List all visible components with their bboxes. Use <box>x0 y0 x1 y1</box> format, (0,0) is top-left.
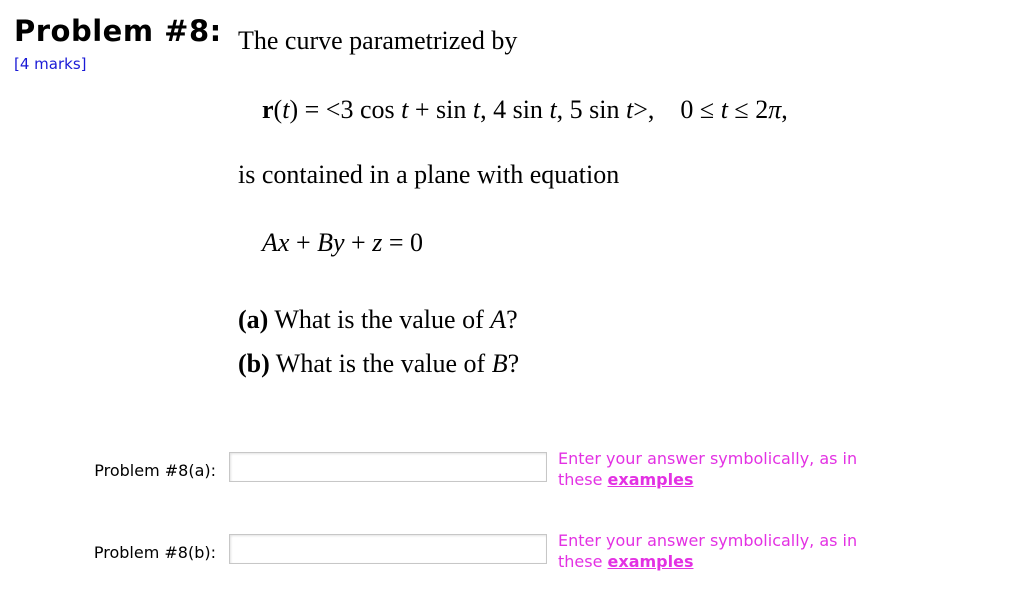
eq1-t1: t <box>401 95 409 124</box>
answer-a-hint-text: Enter your answer symbolically, as in these <box>558 449 858 489</box>
eq2-z: z <box>372 228 383 257</box>
answer-b-hint-text: Enter your answer symbolically, as in these <box>558 531 858 571</box>
eq2-y: y <box>333 228 345 257</box>
answer-b-input[interactable] <box>229 534 547 564</box>
eq1-p6: , <box>781 95 788 124</box>
eq1-t: t <box>282 95 290 124</box>
answer-a-label: Problem #8(a): <box>94 461 216 480</box>
curve-equation <box>262 95 788 125</box>
question-b <box>238 349 519 379</box>
eq1-t2: t <box>472 95 481 124</box>
eq1-paren-open: ( <box>273 95 283 124</box>
plane-equation <box>262 228 423 258</box>
question-a-mark: ? <box>506 305 518 334</box>
question-a-var: A <box>490 305 507 334</box>
plane-statement: is contained in a plane with equation <box>238 160 620 189</box>
eq2-B: B <box>317 228 333 257</box>
eq1-r: r <box>262 95 274 124</box>
eq1-p4: >, 0 ≤ <box>633 95 721 124</box>
eq1-t5: t <box>720 95 728 124</box>
eq1-pi: π <box>768 95 782 124</box>
eq1-rhs: = <3 cos <box>298 95 402 124</box>
eq2-A: A <box>262 228 278 257</box>
eq2-x: x <box>277 228 290 257</box>
question-b-var: B <box>491 349 508 378</box>
eq1-t4: t <box>626 95 634 124</box>
answer-a-hint <box>558 448 888 490</box>
answer-a-examples-link[interactable]: examples <box>607 470 694 489</box>
eq1-paren-close: ) <box>289 95 299 124</box>
problem-intro: The curve parametrized by <box>238 26 518 55</box>
question-b-mark: ? <box>507 349 520 378</box>
eq1-p2: , 4 sin <box>480 95 550 124</box>
answer-b-label: Problem #8(b): <box>93 543 216 562</box>
eq2-plus1: + <box>289 228 318 257</box>
question-a <box>238 305 518 335</box>
answer-b-examples-link[interactable]: examples <box>607 552 694 571</box>
question-a-text: What is the value of <box>268 305 491 334</box>
eq1-p5: ≤ 2 <box>727 95 769 124</box>
problem-title: Problem #8: <box>14 14 222 48</box>
question-b-label: (b) <box>238 349 270 378</box>
eq1-p1: + sin <box>408 95 473 124</box>
question-a-label: (a) <box>238 305 269 334</box>
answer-a-input[interactable] <box>229 452 547 482</box>
eq1-t3: t <box>549 95 557 124</box>
marks-label: [4 marks] <box>14 55 87 73</box>
eq1-p3: , 5 sin <box>556 95 627 124</box>
eq2-rest: = 0 <box>382 228 424 257</box>
question-b-text: What is the value of <box>269 349 492 378</box>
eq2-plus2: + <box>344 228 373 257</box>
answer-b-hint <box>558 530 888 572</box>
